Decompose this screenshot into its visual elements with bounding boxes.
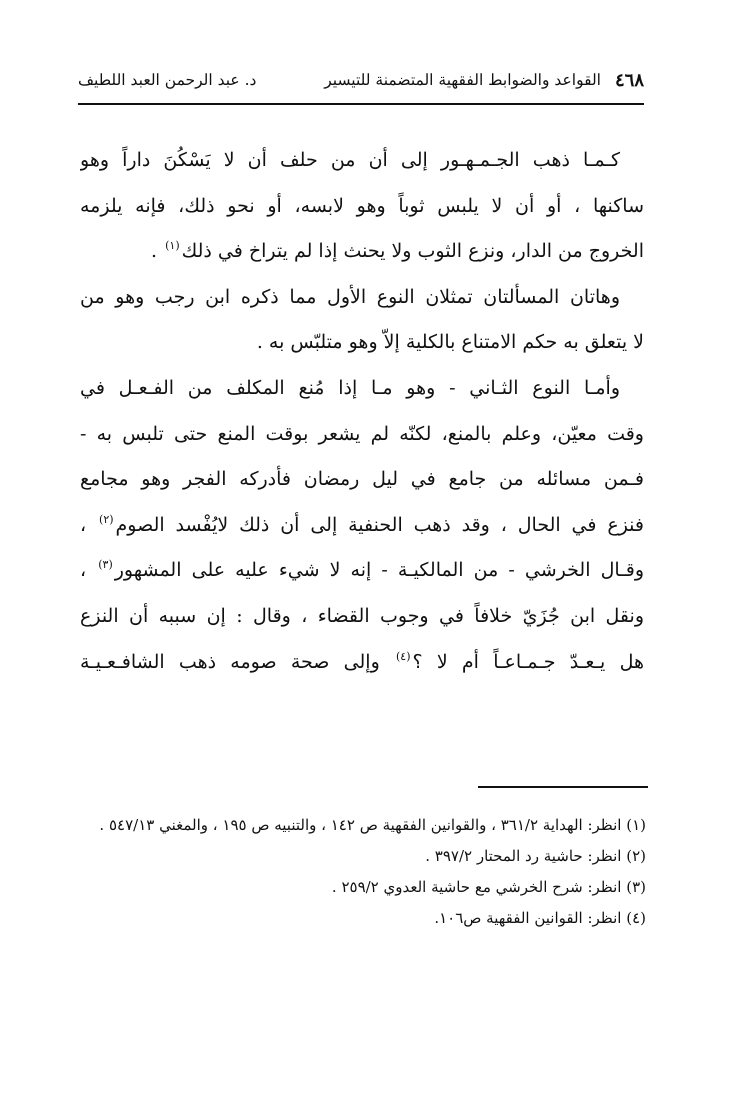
footnote-ref[interactable]: (٤) [396,649,411,663]
text-line: وأمـا النوع الثـاني - وهو مـا إذا مُنع المكلف من الفـعـل في [80,376,620,399]
footnote-ref[interactable]: (٢) [99,512,114,526]
text-line: وقـال الخرشي - من المالكيـة - إنه لا شيء عليه على المشهور$^{(٣)}$ ، [80,558,644,582]
text-line: ونقل ابن جُزَيّ خلافاً في وجوب القضاء ، وقال : إن سببه أن النزع [80,604,644,627]
header-divider [78,103,644,105]
page-header [78,62,644,98]
text-line: لا يتعلق به حكم الامتناع بالكلية إلاّ وهو متلبّس به . [256,331,644,354]
text-line: فـمن مسائله من جامع في ليل رمضان فأدركه الفجر وهو مجامع [80,468,644,491]
footnote-1: (١) انظر: الهداية ٣٦١/٢ ، والقوانين الفقهية ص ١٤٢ ، والتنبيه ص ١٩٥ ، والمغني ٥٤٧/١٣ . [99,816,646,834]
footnotes [80,810,646,934]
author-name: د. عبد الرحمن العبد اللطيف [78,71,257,89]
running-title: القواعد والضوابط الفقهية المتضمنة للتيسير [324,71,601,89]
page-number: ٤٦٨ [614,69,644,91]
footnote-2: (٢) انظر: حاشية رد المحتار ٣٩٧/٢ . [425,847,646,865]
text-line: وقت معيّن، وعلم بالمنع، لكنّه لم يشعر بوقت المنع حتى تلبس به - [80,422,644,445]
text-line: كـمـا ذهب الجـمـهـور إلى أن من حلف أن لا يَسْكُنَ داراً وهو [80,149,620,171]
footnote-ref[interactable]: (٣) [98,558,113,572]
text-line: ساكنها ، أو أن لا يلبس ثوباً وهو لابسه، أو نحو ذلك، فإنه يلزمه [80,194,644,217]
text-line: الخروج من الدار، ونزع الثوب ولا يحنث إذا لم يتراخ في ذلك$^{(١)}$ . [151,239,644,263]
text-line: وهاتان المسألتان تمثلان النوع الأول مما ذكره ابن رجب وهو من [80,285,620,308]
footnote-divider [478,786,648,788]
text-line: هل يـعـدّ جـمـاعـاً أم لا ؟$^{(٤)}$ وإلى صحة صومه ذهب الشافـعـيـة [80,649,644,673]
text-line: فنزع في الحال ، وقد ذهب الحنفية إلى أن ذلك لايُفْسد الصوم$^{(٢)}$ ، [80,512,644,536]
footnote-3: (٣) انظر: شرح الخرشي مع حاشية العدوي ٢٥٩/٢ . [331,878,646,896]
footnote-4: (٤) انظر: القوانين الفقهية ص١٠٦. [434,909,646,927]
main-text [80,138,644,685]
footnote-ref[interactable]: (١) [165,239,180,253]
